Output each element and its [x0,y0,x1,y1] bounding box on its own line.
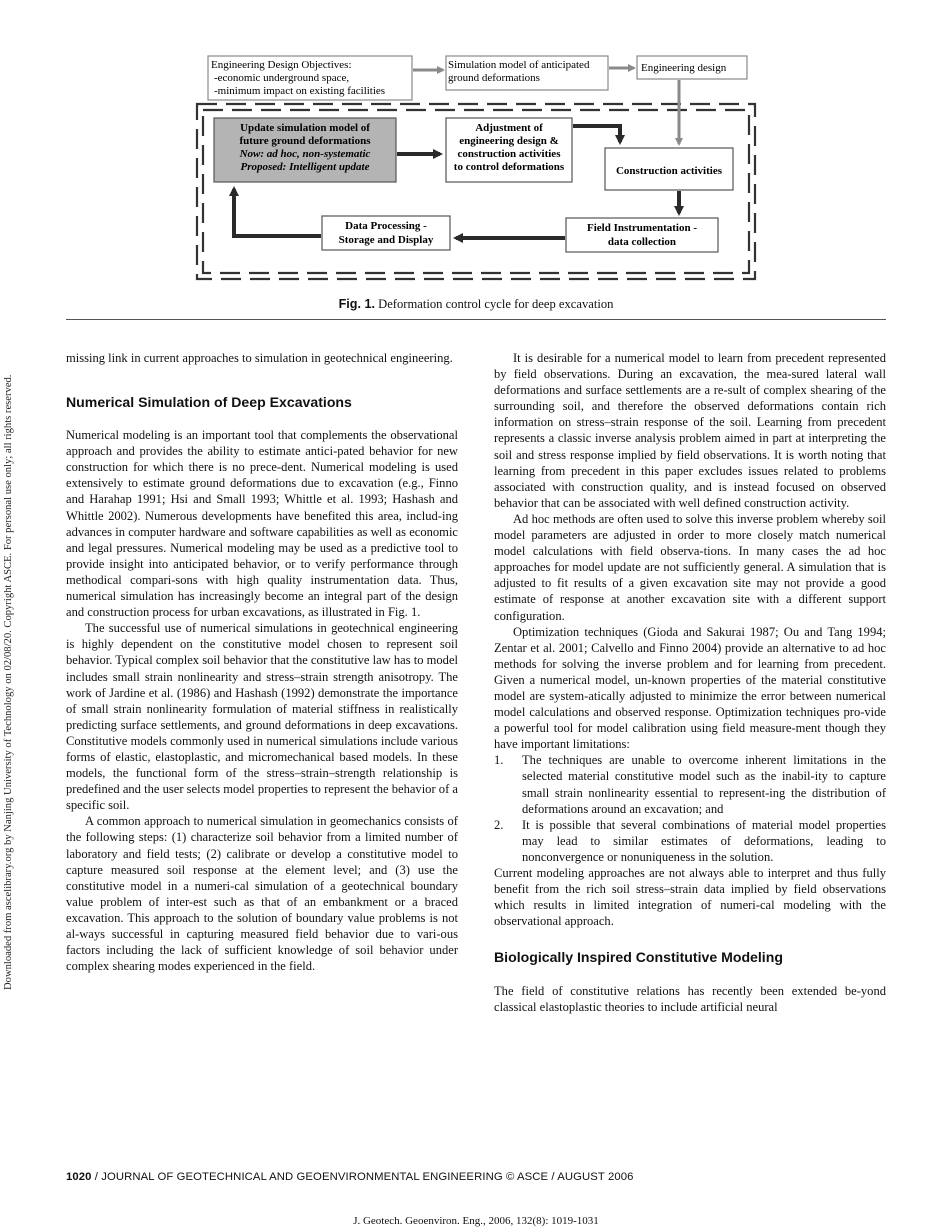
field-instrumentation-box-line-2: data collection [607,236,677,248]
journal-line: / JOURNAL OF GEOTECHNICAL AND GEOENVIRONMENTAL ENGINEERING © ASCE / AUGUST 2006 [91,1171,634,1183]
field-instrumentation-box-line-1: Field Instrumentation - [587,222,697,234]
left-paragraph-2: The successful use of numerical simulations in geotechnical engineering is highly dependent on the constitutive model chosen to represent soil behavior. Typical complex soil behavior that the constitutive law has to model includes small strain nonlinearity and stress–strain strength anisotropy. The work of Jardine et al. (1986) and Hashash (1992) demonstrate the importance of small strain nonlinearity formulation of material stiffness in realistically predicting surface settlements, and ground deformations in deep excavations. Constitutive models commonly used in numerical simulations include various forms of elastic, elastoplastic, and micromechanical based models. In these models, the functional form of the stress–strain–strength relationship is predefined and the user selects model properties to represent the behavior of a specific soil. [66,621,458,813]
list-item-text: The techniques are unable to overcome inherent limitations in the selected material constitutive model such as the inabil-ity to capture small strain nonlinearity essential to represent-ing the distribution of deformations around an excavation; and [522,753,886,816]
adjustment-box-line-3: construction activities [457,148,561,160]
update-simulation-box-line-4: Proposed: Intelligent update [240,161,370,173]
page-footer [66,1171,633,1183]
right-paragraph-1: It is desirable for a numerical model to learn from precedent represented by field observations. During an excavation, the mea-sured lateral wall deformations and surface settlements are a re-sult of complex shearing of the surrounding soil, and therefore the observed deformations contain rich information on stress–strain response of the soil. Learning from precedent represents a classic inverse analysis problem aimed in part at interpreting the soil and stress response implied by field observations. It is worth noting that learning from precedent in this paper excludes issues related to problems associated with construction quality, and is instead focused on observed behavior that can be associated with well defined construction activity. [494,351,886,510]
update-simulation-box-line-1: Update simulation model of [240,122,370,134]
arrow-data-processing-to-update [234,189,321,236]
section-heading-numerical-simulation: Numerical Simulation of Deep Excavations [66,394,352,411]
right-paragraph-3: Optimization techniques (Gioda and Sakurai 1987; Ou and Tang 1994; Zentar et al. 2001; Calvello and Finno 2004) provide an alternative to ad hoc methods for solving the inverse problem and for learning from precedent. Given a numerical model, un-known properties of the material constitutive model are system-atically adjusted to minimize the error between numerical model calculations and observed response. Optimization techniques pro-vide a powerful tool for model calibration using field measure-ment though they have important limitations: [494,624,886,752]
download-watermark-text: Downloaded from ascelibrary.org by Nanjing University of Technology on 02/08/20. Copyright ASCE. For personal use only; all rights reserved. [3,374,14,990]
right-paragraph-5: The field of constitutive relations has recently been extended be-yond classical elastoplastic theories to include artificial neural [494,984,886,1015]
right-paragraph-4: Current modeling approaches are not always able to interpret and thus fully benefit from the rich soil stress–strain data implied by field observations which results in limited integration of numeri-cal modeling with the observational approach. [494,866,886,929]
simulation-model-box-line-2: ground deformations [448,72,540,84]
page-number: 1020 [66,1171,92,1183]
figure-divider [66,319,886,320]
section-heading-biologically-inspired: Biologically Inspired Constitutive Modeling [494,949,783,966]
adjustment-box-line-4: to control deformations [453,161,565,173]
figure-caption [66,297,886,312]
data-processing-box-line-1: Data Processing - [345,220,427,232]
arrow-adjustment-to-construction [573,126,620,142]
list-item-number: 1. [494,753,504,768]
right-paragraph-2: Ad hoc methods are often used to solve this inverse problem whereby soil model parameters are adjusted in order to more closely match numerical model calculations with field observa-tions. In many cases the ad hoc approaches for model update are not sufficiently general. A simulation that is adjusted to fit results of a given excavation site may not provide a good estimate of response at another excavation site with a different support configuration. [494,511,886,623]
figure-caption-text: Deformation control cycle for deep excavation [374,297,614,311]
download-watermark [3,260,17,990]
left-paragraph-1: Numerical modeling is an important tool that complements the observational approach and provides the ability to estimate antici-pated behavior for new construction for which there is no prece-dent. Numerical modeling is used extensively to estimate ground deformations due to excavation (e.g., Finno and Harahap 1991; Hsi and Small 1993; Whittle et al. 1993; Hashash and Whittle 2002). Numerous developments have benefited this area, includ-ing advances in computer hardware and software capabilities as well as economic and legal pressures. Numerical modeling may be used as a predictive tool to provide insight into anticipated behavior, or to verify performance through methodical compari-sons with high quality instrumentation data. Thus, numerical simulation has increasingly become an integral part of the design and construction process for urban excavations, as illustrated in Fig. 1. [66,428,458,620]
engineering-design-box-line-1: Engineering design [641,62,727,74]
objectives-box-line-3: -minimum impact on existing facilities [214,85,386,97]
data-processing-box-line-2: Storage and Display [338,234,434,246]
left-column [66,350,458,974]
deformation-control-cycle-figure [192,48,762,288]
citation-line: J. Geotech. Geoenviron. Eng., 2006, 132(8): 1019-1031 [353,1215,599,1227]
objectives-box-line-2: -economic underground space, [214,72,350,84]
right-column [494,350,886,1016]
list-item [494,752,886,816]
simulation-model-box-line-1: Simulation model of anticipated [448,59,590,71]
update-simulation-box-line-2: future ground deformations [239,135,371,147]
left-paragraph-0: missing link in current approaches to simulation in geotechnical engineering. [66,351,453,365]
limitations-list [494,752,886,865]
list-item-number: 2. [494,817,504,832]
figure-caption-label: Fig. 1. [338,297,375,311]
left-paragraph-3: A common approach to numerical simulation in geomechanics consists of the following steps: (1) characterize soil behavior from a limited number of laboratory and field tests; (2) calibrate or develop a constitutive model to capture measured soil response at the element level; and (3) use the constitutive model in a numeri-cal simulation of a geotechnical boundary value problem of inter-est such as that of an embankment or a braced excavation. This approach to the solution of boundary value problems is not al-ways successful in capturing measured field behavior due to vari-ous factors including the lack of sufficient knowledge of soil behavior under complex shearing modes experienced in the field. [66,814,458,974]
list-item [494,817,886,865]
list-item-text: It is possible that several combinations of material model properties may lead to similar estimates of deformations, leading to nonconvergence or nonuniqueness in the solution. [522,817,886,864]
adjustment-box-line-2: engineering design & [459,135,559,147]
construction-activities-box-line-1: Construction activities [615,165,723,177]
adjustment-box-line-1: Adjustment of [475,122,543,134]
update-simulation-box-line-3: Now: ad hoc, non-systematic [239,148,371,160]
objectives-box-line-1: Engineering Design Objectives: [211,59,352,71]
